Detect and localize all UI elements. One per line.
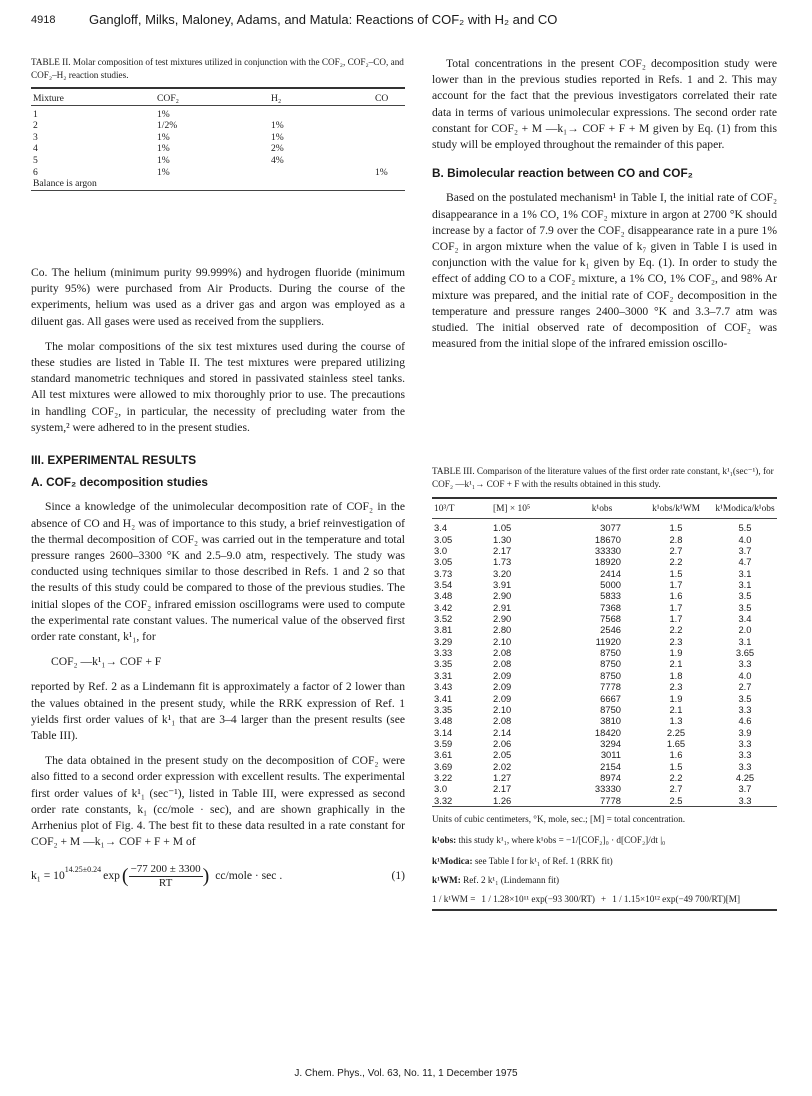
table-iii-row: [432, 658, 777, 669]
table-iii-cell: 4.6: [738, 715, 752, 727]
table-iii-row: [432, 613, 777, 624]
equation-1-units: cc/mole · sec .: [215, 868, 283, 882]
table-iii-cell: 2.91: [493, 601, 512, 613]
table-ii-footer: Balance is argon: [31, 178, 405, 190]
table-iii-row: [432, 749, 777, 760]
equation-1-lhs: k₁ = 10: [31, 868, 65, 882]
note-modica-text: see Table I for k¹₁ of Ref. 1 (RRK fit): [474, 855, 613, 866]
table-iii-cell: 2.09: [493, 669, 512, 681]
table-iii-cell: 3.05: [434, 556, 453, 568]
table-iii-col-inv-t: 10³/T: [434, 504, 455, 514]
table-ii-grid: [31, 87, 405, 191]
table-iii-cell: 8750: [600, 669, 621, 681]
table-iii-col-ratio-wm: k¹obs/k¹WM: [652, 504, 700, 514]
table-iii-cell: 2.90: [493, 590, 512, 602]
table-ii-cell: 1%: [271, 131, 284, 143]
equation-1-label: (1): [391, 868, 405, 882]
table-iii-cell: 3.69: [434, 760, 453, 772]
table-ii-row: [31, 167, 405, 179]
table-iii-cell: 1.7: [669, 613, 683, 625]
table-iii-cell: 3.42: [434, 601, 453, 613]
paragraph-total-concentrations: Total concentrations in the present COF₂ decomposition study were lower than in the previous studies reported in Refs. 1 and 2. This may account for the fact that the previous investigators correlated their rate data in terms of various unimolecular expressions. The second order rate constant for COF₂ + M —k₁→ COF + F + M given by Eq. (1) from this study will be employed throughout the remainder of this paper.: [432, 57, 777, 152]
table-iii-cell: 3.3: [738, 794, 752, 806]
running-title: Gangloff, Milks, Maloney, Adams, and Matula: Reactions of COF₂ with H₂ and CO: [89, 12, 558, 27]
table-iii-cell: 1.5: [669, 760, 683, 772]
table-iii-row: [432, 545, 777, 556]
table-iii-cell: 3.7: [738, 545, 752, 557]
table-iii-cell: 2.08: [493, 658, 512, 670]
table-iii-row: [432, 772, 777, 783]
paragraph-comparison: reported by Ref. 2 as a Lindemann fit is approximately a factor of 2 lower than the values obtained in the present study, while the RRK expression of Ref. 1 yields first order values of k¹₁ that are 3–4 larger than the present results (see Table III).: [31, 680, 405, 743]
table-iii-cell: 3.5: [738, 692, 752, 704]
table-iii-cell: 1.30: [493, 533, 512, 545]
table-iii-cell: 2.3: [669, 635, 683, 647]
table-ii-cell: 1%: [157, 108, 170, 120]
table-iii-cell: 2414: [600, 567, 621, 579]
table-iii-cell: 2.0: [738, 624, 752, 636]
table-iii-row: [432, 783, 777, 794]
table-iii-cell: 2.2: [669, 624, 683, 636]
table-iii-cell: 3.32: [434, 794, 453, 806]
table-iii-cell: 3011: [600, 749, 621, 761]
table-ii-caption: TABLE II. Molar composition of test mixtures utilized in conjunction with the COF₂, COF₂–CO, and COF₂–H₂ reaction studies.: [31, 57, 404, 80]
table-ii-cell: 4: [33, 143, 38, 155]
table-iii-row: [432, 761, 777, 772]
table-iii-cell: 2.09: [493, 692, 512, 704]
table-ii-cell: [269, 105, 373, 120]
table-iii-cell: 2.1: [669, 703, 683, 715]
table-ii-cell: 1%: [271, 120, 284, 132]
table-iii-cell: 3.1: [738, 635, 752, 647]
table-iii-cell: 1.7: [669, 601, 683, 613]
table-ii-cell: 6: [33, 166, 38, 178]
table-iii-row: [432, 636, 777, 647]
table-iii-cell: 3.59: [434, 737, 453, 749]
table-iii-cell: 1.9: [669, 692, 683, 704]
table-iii-cell: 3.48: [434, 590, 453, 602]
table-iii-grid: [432, 497, 777, 811]
section-heading-experimental-results: III. EXPERIMENTAL RESULTS: [31, 453, 197, 468]
note-formula-lhs: 1 / k¹WM =: [432, 893, 476, 904]
table-iii-note-formula: [432, 893, 777, 911]
table-iii-cell: 4.7: [738, 556, 752, 568]
table-iii-row: [432, 519, 777, 534]
subsection-heading-decomposition: A. COF₂ decomposition studies: [31, 475, 208, 490]
table-iii-cell: 5.5: [738, 522, 752, 534]
table-iii-cell: 3.14: [434, 726, 453, 738]
table-iii-row: [432, 556, 777, 567]
table-iii-cell: 7778: [600, 681, 621, 693]
table-iii-row: [432, 568, 777, 579]
table-iii-cell: 3.73: [434, 567, 453, 579]
table-iii-cell: 6667: [600, 692, 621, 704]
table-iii-cell: 3.7: [738, 783, 752, 795]
table-iii-cell: 2.8: [669, 533, 683, 545]
table-iii-note-obs: [432, 834, 777, 847]
table-iii-cell: 8750: [600, 703, 621, 715]
table-iii-cell: 1.27: [493, 771, 512, 783]
table-ii-cell: 1%: [157, 166, 170, 178]
table-iii-cell: 8750: [600, 647, 621, 659]
table-iii-cell: 1.73: [493, 556, 512, 568]
table-iii-cell: 3.91: [493, 579, 512, 591]
table-iii-note-units: Units of cubic centimeters, °K, mole, sec.; [M] = total concentration.: [432, 813, 686, 824]
table-iii-cell: 1.26: [493, 794, 512, 806]
table-ii-cell: 1%: [157, 131, 170, 143]
table-iii-cell: 4.25: [735, 771, 755, 783]
table-iii-cell: 3.81: [434, 624, 453, 636]
equation-1-denominator: RT: [158, 876, 173, 889]
note-wm-text: Ref. 2 k¹₁ (Lindemann fit): [463, 874, 560, 885]
table-ii-row: [31, 155, 405, 167]
table-iii-cell: 2.17: [493, 783, 512, 795]
table-iii-cell: 8750: [600, 658, 621, 670]
table-iii-cell: 3077: [600, 522, 621, 534]
table-ii-cell: [373, 120, 405, 132]
table-iii-col-m: [M] × 10⁵: [493, 504, 531, 514]
table-iii-cell: 2.08: [493, 647, 512, 659]
table-ii-cell: [373, 155, 405, 167]
table-iii-cell: 5000: [600, 579, 621, 591]
table-iii-cell: 3.4: [738, 613, 752, 625]
table-ii-cell: 1/2%: [157, 120, 178, 132]
table-iii-row: [432, 727, 777, 738]
table-ii-col-co: CO: [375, 93, 389, 104]
page-number: 4918: [31, 14, 56, 26]
table-ii-cell: 4%: [271, 154, 284, 166]
table-iii: [432, 465, 777, 911]
table-iii-cell: 1.8: [669, 669, 683, 681]
table-iii-cell: 2.14: [493, 726, 512, 738]
table-iii-cell: 1.05: [493, 522, 512, 534]
table-iii-cell: 1.6: [669, 749, 683, 761]
table-iii-cell: 7778: [600, 794, 621, 806]
table-iii-col-ratio-modica: k¹Modica/k¹obs: [715, 504, 775, 514]
table-iii-cell: 3.1: [738, 567, 752, 579]
table-ii-cell: 2: [33, 120, 38, 132]
table-iii-row: [432, 602, 777, 613]
table-iii-cell: 7368: [600, 601, 621, 613]
table-iii-note-modica: [432, 855, 777, 868]
table-iii-cell: 8974: [600, 771, 621, 783]
table-iii-cell: 3.20: [493, 567, 512, 579]
table-iii-cell: 4.0: [738, 533, 752, 545]
table-iii-cell: 3.22: [434, 771, 453, 783]
table-ii-cell: 3: [33, 131, 38, 143]
table-iii-row: [432, 534, 777, 545]
paragraph-second-order: The data obtained in the present study on the decomposition of COF₂ were also fitted to a second order expression with excellent results. The experimental first order values of k¹₁ (sec⁻¹), listed in Table III, were expressed as second order rate constants, k₁ (cc/mole · sec), and are shown graphically in the Arrhenius plot of Fig. 4. The best fit to these data resulted in a rate constant for COF₂ + M —k₁→ COF + F + M of: [31, 754, 405, 849]
table-iii-cell: 3.65: [735, 647, 755, 659]
table-iii-cell: 33330: [594, 545, 621, 557]
table-iii-cell: 3.3: [738, 703, 752, 715]
table-iii-row: [432, 670, 777, 681]
table-iii-row: [432, 704, 777, 715]
subsection-heading-bimolecular: B. Bimolecular reaction between CO and COF₂: [432, 166, 693, 181]
table-iii-cell: 1.5: [669, 567, 683, 579]
table-iii-cell: 2.2: [669, 556, 683, 568]
table-iii-cell: 1.6: [669, 590, 683, 602]
table-iii-cell: 3.35: [434, 658, 453, 670]
table-iii-cell: 3.35: [434, 703, 453, 715]
table-iii-cell: 3.0: [434, 545, 448, 557]
reaction-equation: COF₂ —k¹₁→ COF + F: [51, 655, 162, 669]
table-iii-cell: 18920: [594, 556, 621, 568]
table-iii-cell: 2.05: [493, 749, 512, 761]
table-ii-col-h2: H₂: [271, 93, 282, 104]
table-iii-cell: 2.7: [738, 681, 752, 693]
table-ii-col-mixture: Mixture: [33, 93, 64, 104]
note-wm-label: k¹WM:: [432, 874, 461, 885]
table-ii-cell: 2%: [271, 143, 284, 155]
table-iii-cell: 2.09: [493, 681, 512, 693]
table-ii-cell: [373, 132, 405, 144]
table-ii-cell: 1%: [157, 154, 170, 166]
equation-1-exp: exp: [103, 868, 120, 882]
table-iii-cell: 18420: [594, 726, 621, 738]
table-iii-cell: 2.10: [493, 635, 512, 647]
table-iii-cell: 3.61: [434, 749, 453, 761]
table-iii-cell: 2.5: [669, 794, 683, 806]
table-ii-col-cof2: COF₂: [157, 93, 180, 104]
table-iii-note-wm: [432, 874, 777, 887]
table-iii-cell: 11920: [595, 635, 621, 647]
table-iii-cell: 2546: [600, 624, 621, 636]
journal-citation: J. Chem. Phys., Vol. 63, No. 11, 1 December 1975: [294, 1068, 518, 1079]
table-iii-cell: 3.9: [738, 726, 752, 738]
table-iii-cell: 1.5: [669, 522, 683, 534]
table-iii-cell: 1.3: [669, 715, 683, 727]
table-iii-cell: 3.52: [434, 613, 453, 625]
table-iii-cell: 3.3: [738, 737, 752, 749]
table-iii-cell: 2.1: [669, 658, 683, 670]
table-iii-cell: 3.31: [434, 669, 453, 681]
table-iii-cell: 3.29: [434, 635, 453, 647]
table-iii-row: [432, 715, 777, 726]
table-ii-cell: 5: [33, 154, 38, 166]
table-iii-cell: 3.43: [434, 681, 453, 693]
table-iii-row: [432, 590, 777, 601]
table-iii-row: [432, 738, 777, 749]
table-iii-cell: 5833: [600, 590, 621, 602]
table-iii-cell: 7568: [600, 613, 621, 625]
equation-1-numerator: −77 200 ± 3300: [130, 862, 201, 875]
table-iii-cell: 2.10: [493, 703, 512, 715]
table-iii-cell: 3.0: [434, 783, 448, 795]
table-ii-cell: 1: [33, 108, 38, 120]
paragraph-bimolecular: Based on the postulated mechanism¹ in Table I, the initial rate of COF₂ disappearance in a 1% CO, 1% COF₂ mixture in argon at 2700 °K should increase by a factor of 7.9 over the COF₂ disappearance rate in a pure 1% COF₂ in argon mixture when the value of k₇ given in Table I is used in conjunction with the value for k₁ given by Eq. (1). In order to study the effect of adding CO to a COF₂ mixture, a 1% CO, 1% COF₂, and 98% Ar mixture was prepared, and the initial rate of COF₂ decomposition in the temperature and pressure ranges 2400–3000 °K and 3.3–7.7 atm was studied. The initial observed rate of decomposition of COF₂ was measured from the initial slope of the infrared emission oscillo-: [432, 191, 777, 351]
table-ii-row: [31, 120, 405, 132]
table-iii-cell: 2.80: [493, 624, 512, 636]
table-iii-cell: 3.5: [738, 601, 752, 613]
table-iii-cell: 3.41: [434, 692, 453, 704]
table-iii-col-kobs: k¹obs: [591, 504, 613, 514]
paragraph-materials: Co. The helium (minimum purity 99.999%) and hydrogen fluoride (minimum purity 95%) were purchased from Air Products. During the course of the experiments, helium was used as a driver gas and argon was employed as a diluent gas. All gases were used as received from the suppliers.: [31, 266, 405, 328]
table-ii-cell: [373, 143, 405, 155]
table-iii-cell: 3.54: [434, 579, 453, 591]
table-iii-cell: 2.08: [493, 715, 512, 727]
table-iii-row: [432, 681, 777, 692]
table-iii-cell: 2.25: [666, 726, 686, 738]
note-formula-plus: +: [601, 893, 607, 904]
table-iii-cell: 33330: [594, 783, 621, 795]
table-iii-cell: 3294: [600, 737, 621, 749]
paragraph-decomposition: Since a knowledge of the unimolecular decomposition rate of COF₂ in the absence of CO and H₂ was of importance to this study, a brief reinvestigation of the thermal decomposition of COF₂ was carried out in the temperature and total pressure ranges 2600–3300 °K and 2.5–9.0 atm, respectively. The study was conducted using techniques similar to those described in Refs. 1 and 2 so that the results of this study could be compared to those of the previous studies. The initial slopes of the COF₂ infrared emission oscillograms were used to compute the experimental rate constant values. The numerical value of the observed first order rate constant, k¹₁, for: [31, 500, 405, 644]
table-iii-row: [432, 693, 777, 704]
table-ii-row: [31, 143, 405, 155]
table-iii-cell: 2154: [600, 760, 621, 772]
note-formula-term2: 1 / 1.15×10¹² exp(−49 700/RT)[M]: [612, 893, 741, 904]
table-iii-cell: 2.3: [669, 681, 683, 693]
note-formula-term1: 1 / 1.28×10¹¹ exp(−93 300/RT): [481, 893, 595, 904]
paragraph-mixtures: The molar compositions of the six test mixtures used during the course of these studies are listed in Table II. The test mixtures were prepared utilizing standard manometric techniques and stored in passivated stainless steel tanks. All test mixtures were allowed to mix thoroughly prior to use. The precautions in handling COF₂, in particular, the necessity of precluding water from the system,² were adhered to in the present studies.: [31, 339, 405, 434]
table-iii-cell: 3.3: [738, 749, 752, 761]
table-iii-cell: 3.1: [738, 579, 752, 591]
table-ii: [31, 56, 405, 191]
table-iii-row: [432, 647, 777, 658]
table-iii-cell: 1.65: [666, 737, 686, 749]
table-iii-row: [432, 624, 777, 635]
table-iii-cell: 2.7: [669, 545, 683, 557]
note-modica-label: k¹Modica:: [432, 855, 473, 866]
note-obs-text: this study k¹₁, where k¹obs = −1/[COF₂]₀ · d[COF₂]/dt |₀: [458, 834, 666, 845]
table-ii-cell: [373, 105, 405, 120]
table-ii-cell: 1%: [157, 143, 170, 155]
table-iii-cell: 3.33: [434, 647, 453, 659]
table-iii-caption: TABLE III. Comparison of the literature values of the first order rate constant, k¹₁(sec⁻¹), for COF₂ —k¹₁→ COF + F with the results obtained in this study.: [432, 466, 774, 489]
table-iii-cell: 1.7: [669, 579, 683, 591]
note-obs-label: k¹obs:: [432, 834, 457, 845]
table-iii-cell: 3.3: [738, 760, 752, 772]
table-ii-cell: 1%: [375, 166, 388, 178]
table-iii-cell: 4.0: [738, 669, 752, 681]
table-iii-cell: 3.3: [738, 658, 752, 670]
table-iii-cell: 2.02: [493, 760, 512, 772]
table-iii-row: [432, 579, 777, 590]
table-iii-cell: 2.90: [493, 613, 512, 625]
table-ii-row: [31, 132, 405, 144]
table-ii-cell: [269, 167, 373, 179]
table-iii-row: [432, 795, 777, 807]
table-ii-row: [31, 105, 405, 120]
table-iii-cell: 2.7: [669, 783, 683, 795]
table-iii-cell: 2.17: [493, 545, 512, 557]
table-iii-cell: 3.5: [738, 590, 752, 602]
table-iii-cell: 3.4: [434, 522, 448, 534]
table-iii-cell: 1.9: [669, 647, 683, 659]
table-iii-cell: 3.05: [434, 533, 453, 545]
table-iii-cell: 18670: [594, 533, 621, 545]
table-iii-cell: 3.48: [434, 715, 453, 727]
equation-1: k₁ = 10 $^{14.25\pm 0.24}$ exp ( $\frac{-77 200 \pm 3300}{RT}$ ) cc/mole · sec . (1): [31, 862, 405, 889]
table-iii-cell: 3810: [600, 715, 621, 727]
table-iii-cell: 2.2: [669, 771, 683, 783]
table-iii-cell: 2.06: [493, 737, 512, 749]
